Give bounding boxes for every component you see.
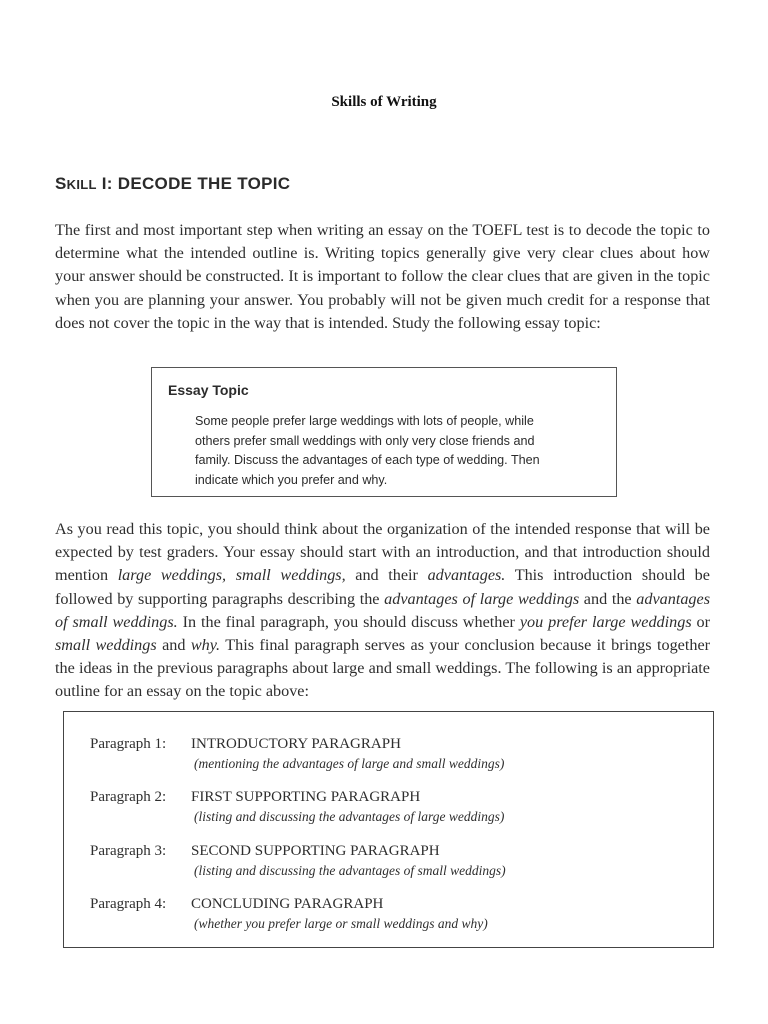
- outline-label: Paragraph 1:: [90, 736, 167, 752]
- analysis-text: and the: [579, 589, 637, 608]
- outline-title: INTRODUCTORY PARAGRAPH: [191, 736, 401, 752]
- essay-topic-line: indicate which you prefer and why.: [195, 472, 388, 487]
- skill-number: I:: [96, 174, 118, 193]
- analysis-italic: why.: [190, 636, 221, 655]
- analysis-text: and their: [345, 566, 428, 585]
- essay-topic-text: [195, 412, 595, 490]
- outline-label: Paragraph 2:: [90, 789, 167, 805]
- outline-title: FIRST SUPPORTING PARAGRAPH: [191, 789, 421, 805]
- essay-outline-box: [63, 711, 714, 948]
- outline-title: SECOND SUPPORTING PARAGRAPH: [191, 843, 440, 859]
- outline-label: Paragraph 3:: [90, 843, 167, 859]
- analysis-text: This introduction should be followed by supporting paragraphs describing the: [55, 566, 710, 608]
- skill-title: DECODE THE TOPIC: [117, 174, 291, 193]
- analysis-italic: advantages.: [427, 566, 506, 585]
- analysis-italic: advantages of large weddings: [384, 589, 580, 608]
- analysis-text: In the final paragraph, you should discuss whether: [177, 612, 520, 631]
- analysis-text: or: [691, 612, 711, 631]
- analysis-italic: you prefer large weddings: [519, 612, 692, 631]
- essay-topic-line: family. Discuss the advantages of each type of wedding. Then: [195, 453, 540, 467]
- analysis-text: As you read this topic, you should think about the organization of the intended response that will be expected by test graders. Your essay should start with an introduction, and that introduction should mention: [55, 520, 710, 585]
- essay-topic-heading: Essay Topic: [168, 382, 249, 398]
- page-title: Skills of Writing: [331, 94, 437, 110]
- skill-prefix: S: [55, 174, 67, 193]
- skill-prefix-small: KILL: [66, 177, 97, 192]
- outline-label: Paragraph 4:: [90, 896, 167, 912]
- analysis-italic: large weddings, small weddings,: [117, 566, 346, 585]
- outline-desc: (listing and discussing the advantages of small weddings): [194, 863, 506, 878]
- essay-topic-line: others prefer small weddings with only very close friends and: [195, 433, 535, 448]
- outline-title: CONCLUDING PARAGRAPH: [191, 896, 384, 912]
- analysis-italic: advantages of small weddings.: [55, 589, 710, 631]
- analysis-text: and: [156, 636, 191, 655]
- outline-desc: (whether you prefer large or small weddings and why): [194, 916, 488, 931]
- essay-topic-box: [151, 367, 617, 497]
- outline-desc: (mentioning the advantages of large and small weddings): [194, 756, 505, 771]
- analysis-italic: small weddings: [55, 636, 157, 655]
- intro-paragraph: The first and most important step when writing an essay on the TOEFL test is to decode the topic to determine what the intended outline is. Writing topics generally give very clear clues about how your answer should be constructed. It is important to follow the clear clues that are given in the topic when you are planning your answer. You probably will not be given much credit for a response that does not cover the topic in the way that is intended. Study the following essay topic:: [55, 221, 710, 332]
- outline-desc: (listing and discussing the advantages of large weddings): [194, 809, 505, 824]
- skill-heading: [55, 174, 290, 194]
- analysis-paragraph: [55, 518, 710, 704]
- analysis-text: This final paragraph serves as your conclusion because it brings together the ideas in the previous paragraphs about large and small weddings. The following is an appropriate outline for an essay on the topic above:: [55, 636, 711, 701]
- essay-topic-line: Some people prefer large weddings with lots of people, while: [195, 414, 534, 428]
